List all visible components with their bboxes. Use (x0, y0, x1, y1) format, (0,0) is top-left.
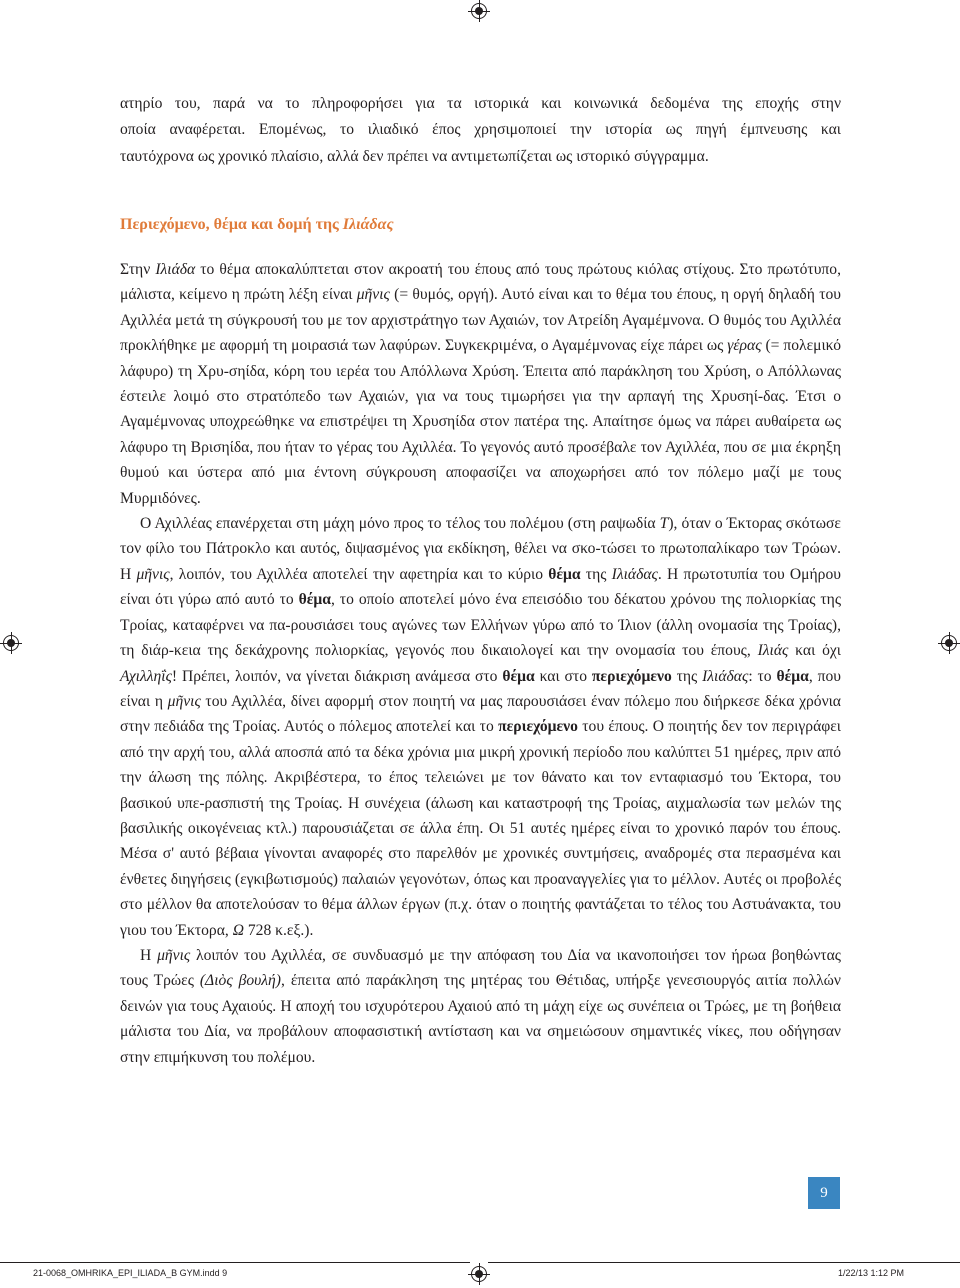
registration-mark-right-icon (941, 635, 957, 651)
registration-mark-top-icon (471, 3, 487, 19)
intro-line-1: ατηρίο του, παρά να το πληροφορήσει για τα ιστορικά και κοινωνικά δεδομένα της εποχής στην (120, 95, 841, 112)
slug-divider (0, 1262, 470, 1263)
paragraph-theme: Στην Ιλιάδα το θέμα αποκαλύπτεται στον ακροατή του έπους από τους πρώτους κιόλας στίχους. Στο πρωτότυπο, μάλιστα, κείμενο η πρώτη λέξη είναι μῆνις (= θυμός, οργή). Αυτό είναι και το θέμα του έπους, η οργή δηλαδή του Αχιλλέα μετά τη σύγκρουσή του με τον αρχιστράτηγο των Αχαιών, τον Ατρείδη Αγαμέμνονα. Ο θυμός του Αχιλλέα προκλήθηκε με αφορμή τη μοιρασιά των λαφύρων. Συγκεκριμένα, ο Αγαμέμνονας είχε πάρει ως γέρας (= πολεμικό λάφυρο) τη Χρυ-σηίδα, κόρη του ιερέα του Απόλλωνα Χρύση. Έπειτα από παράκληση του Χρύση, ο Απόλλωνας έστειλε λοιμό στο στρατόπεδο των Αχαιών, για να τους τιμωρήσει για την αρπαγή της Χρυσηί-δας. Έτσι ο Αγαμέμνονας υποχρεώθηκε να επιστρέψει τη Χρυσηίδα στον πατέρα της. Απαίτησε όμως να πάρει αυθαίρετα ως λάφυρο τη Βρισηίδα, που ήταν το γέρας του Αχιλλέα. Το γεγονός αυτό προσέβαλε τον Αχιλλέα, που σε μια έκρηξη θυμού και ύστερα από μια έντονη σύγκρουση αποφασίζει να αποχωρήσει από τον πόλεμο μαζί με τους Μυρμιδόνες. (120, 261, 841, 507)
section-heading: Περιεχόμενο, θέμα και δομή της Ιλιάδας (120, 216, 394, 233)
heading-italic: Ιλιάδας (342, 216, 394, 233)
intro-paragraph (120, 91, 841, 170)
intro-line-2: οποία αναφέρεται. Επομένως, το ιλιαδικό έπος χρησιμοποιεί την ιστορία ως πηγή έμπνευσης και (120, 121, 841, 139)
section-body (120, 257, 841, 1070)
page-number: 9 (808, 1177, 840, 1209)
intro-line-3: ταυτόχρονα ως χρονικό πλαίσιο, αλλά δεν πρέπει να αντιμετωπίζεται ως ιστορικό σύγγραμμα. (120, 147, 709, 165)
paragraph-consequence: Η μῆνις λοιπόν του Αχιλλέα, σε συνδυασμό με την απόφαση του Δία να ικανοποιήσει τον ήρωα βοηθώντας τους Τρώες (Διὸς βουλή), έπειτα από παράκληση της μητέρας του Θέτιδας, υπήρξε γενεσιουργός αιτία πολλών δεινών για τους Αχαιούς. Η αποχή του ισχυρότερου Αχαιού από τη μάχη είχε ως συνέπεια οι Τρώες, με τη βοήθεια μάλιστα του Δία, να προβάλουν αποφασιστική αντίσταση και να σημειώσουν σημαντικές νίκες, που οδήγησαν στην επιμήκυνση του πολέμου. (120, 946, 841, 1066)
slug-filename: 21-0068_OMHRIKA_EPI_ILIADA_B GYM.indd 9 (33, 1268, 228, 1278)
registration-mark-left-icon (3, 635, 19, 651)
slug-divider-right (488, 1262, 960, 1263)
paragraph-content: Ο Αχιλλέας επανέρχεται στη μάχη μόνο προς το τέλος του πολέμου (στη ραψωδία Τ), όταν ο Έκτορας σκότωσε τον φίλο του Πάτροκλο και αυτός, διψασμένος για εκδίκηση, θέλει να σκο-τώσει το πρωτοπαλίκαρο των Τρώων. Η μῆνις, λοιπόν, του Αχιλλέα αποτελεί την αφετηρία και το κύριο θέμα της Ιλιάδας. Η πρωτοτυπία του Ομήρου είναι ότι γύρω από αυτό το θέμα, το οποίο αποτελεί μόνο ένα επεισόδιο του δέκατου χρόνου της πολιορκίας της Τροίας, καταφέρνει να πα-ρουσιάσει τους αγώνες των Ελλήνων γύρω από το Ίλιον (άλλη ονομασία της Τροίας), τη διάρ-κεια της δεκάχρονης πολιορκίας, γεγονός που δικαιολογεί και την ονομασία του έπους, Ιλιάς και όχι Αχιλληΐς! Πρέπει, λοιπόν, να γίνεται διάκριση ανάμεσα στο θέμα και στο περιεχόμενο της Ιλιάδας: το θέμα, που είναι η μῆνις του Αχιλλέα, δίνει αφορμή στον ποιητή να μας παρουσιάσει έναν πόλεμο που διήρκεσε δέκα χρόνια στην πεδιάδα της Τροίας. Αυτός ο πόλεμος αποτελεί και το περιεχόμενο του έπους. Ο ποιητής δεν τον περιγράφει από την αρχή του, αλλά αποσπά από τα δέκα χρόνια μια μικρή χρονική περίοδο που καλύπτει 51 ημέρες, πριν από την άλωση της πόλης. Ακριβέστερα, το έπος τελειώνει με τον θάνατο και τον ενταφιασμό του Έκτορα, του βασικού υπε-ρασπιστή της Τροίας. Η συνέχεια (άλωση και καταστροφή της Τροίας, αιχμαλωσία των μελών της βασιλικής οικογένειας κτλ.) παρουσιάζεται σε άλλα έπη. Οι 51 αυτές ημέρες είναι το χρονικό παρόν του έπους. Μέσα σ' αυτό βέβαια γίνονται αναφορές στο παρελθόν με χρονικές συντμήσεις, αναδρομές στα περασμένα και ένθετες διηγήσεις (εγκιβωτισμούς) παλαιών γεγονότων, όπως και προαναγγελίες για το μέλλον. Αυτές οι προβολές στο μέλλον θα αποτελούσαν το θέμα άλλων έργων (π.χ. όταν ο ποιητής φαντάζεται το τέλος του Αστυάνακτα, του γιου του Έκτορα, Ω 728 κ.εξ.). (120, 515, 841, 939)
slug-date: 1/22/13 1:12 PM (838, 1268, 905, 1278)
registration-mark-bottom-icon (471, 1266, 487, 1282)
